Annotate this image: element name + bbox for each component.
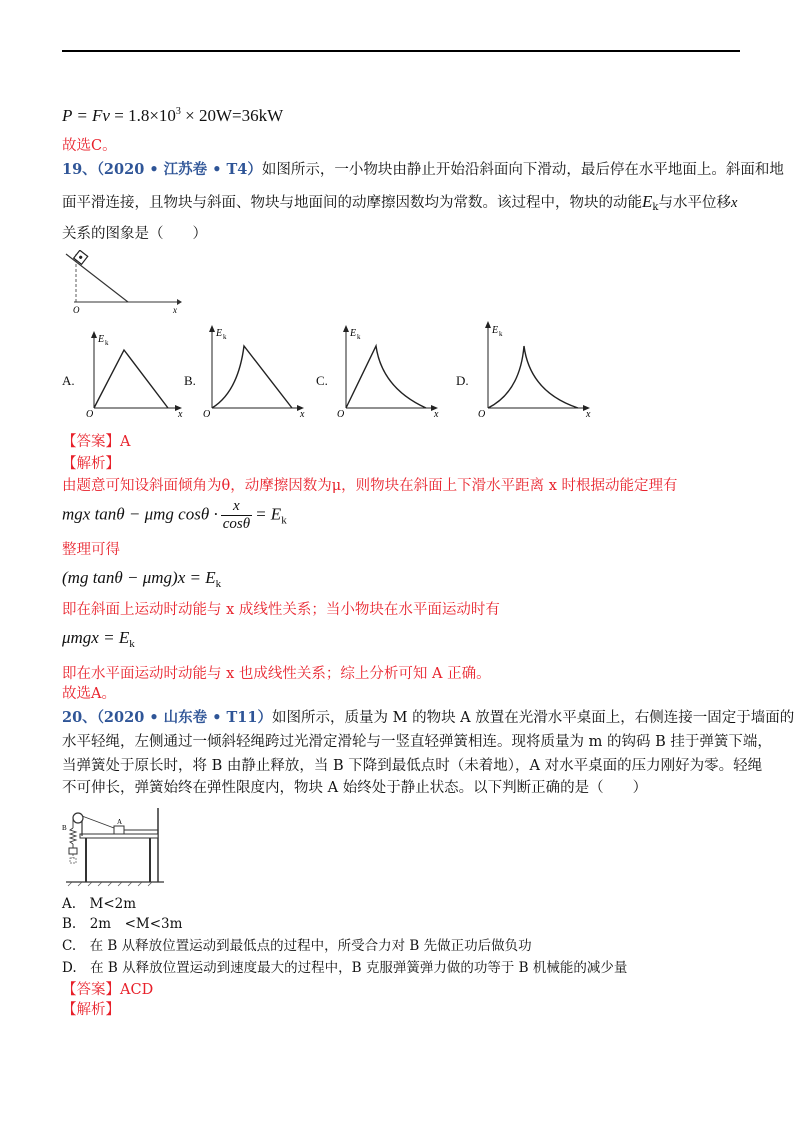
q19-choice: 故选A。 [62, 686, 116, 702]
q19-option-a-label: A. [62, 373, 75, 388]
curve-c [346, 346, 426, 408]
svg-text:B: B [62, 824, 67, 832]
svg-text:k: k [357, 333, 361, 341]
q19-equation-1: mgx tanθ − μmg cosθ · $\frac{x}{\cos\theta}$ = $E_k$ [62, 498, 287, 532]
q19-stem-line3: 关系的图象是（ ） [62, 226, 207, 242]
svg-text:x: x [586, 409, 591, 418]
block-a [114, 826, 124, 834]
x-axis-arrow [177, 299, 182, 305]
svg-text:A: A [117, 818, 123, 826]
svg-text:x: x [178, 409, 183, 418]
q20-analysis-heading: 【解析】 [62, 1002, 120, 1018]
q20-stem-line2: 水平轻绳，左侧通过一倾斜轻绳跨过光滑定滑轮与一竖直轻弹簧相连。现将质量为 m 的钩码 B 挂于弹簧下端， [62, 734, 772, 750]
curve-d [488, 346, 578, 408]
svg-text:x: x [300, 409, 305, 418]
q19-graph-c[interactable] [334, 324, 444, 418]
q20-option-b[interactable]: B. 2m <M<3m [62, 916, 183, 932]
q19-equation-3: $\mu mgx = E_k$ [62, 628, 135, 650]
hook-weight-b [69, 848, 77, 854]
lowest-position [70, 858, 76, 863]
q19-equation-2: (mg $\tan\theta - \mu mg)x = E_k$ [62, 568, 222, 590]
table-top [80, 834, 158, 838]
svg-text:E: E [216, 328, 223, 339]
curve-b [212, 346, 292, 408]
pulley [73, 813, 83, 823]
svg-text:O: O [337, 409, 345, 418]
svg-text:E: E [492, 325, 499, 336]
q19-arrange: 整理可得 [62, 542, 120, 558]
inclined-rope [82, 816, 114, 828]
q19-option-d-label: D. [456, 373, 469, 388]
q19-option-b-label: B. [184, 373, 196, 388]
svg-text:O: O [203, 409, 211, 418]
q20-option-d[interactable]: D. 在 B 从释放位置运动到速度最大的过程中，B 克服弹簧弹力做的功等于 B 机械能的减少量 [62, 960, 628, 976]
curve-a [94, 350, 168, 408]
header-rule [62, 50, 740, 52]
incline-x-label: x [173, 305, 177, 315]
q19-stem-line2: 面平滑连接，且物块与斜面、物块与地面间的动摩擦因数均为常数。该过程中，物块的动能$E_k$与水平位移x [62, 192, 738, 213]
pulley-table-figure [58, 800, 170, 888]
spring [70, 828, 76, 844]
q20-stem-line3: 当弹簧处于原长时，将 B 由静止释放，当 B 下降到最低点时（未着地），A 对水平桌面的压力刚好为零。轻绳 [62, 758, 763, 774]
svg-text:E: E [98, 334, 105, 345]
svg-text:k: k [499, 330, 503, 338]
q19-analysis-heading: 【解析】 [62, 456, 120, 472]
q20-option-a[interactable]: A. M<2m [62, 896, 137, 912]
q19-option-c-label: C. [316, 373, 328, 388]
svg-text:k: k [223, 333, 227, 341]
incline-origin-label: O [73, 305, 80, 315]
q20-stem-line1: 20、（2020 • 山东卷 • T11）如图所示，质量为 M 的物块 A 放置在光滑水平桌面上，右侧连接一固定于墙面的 [62, 709, 795, 726]
q19-graph-b[interactable] [200, 324, 310, 418]
svg-text:E: E [350, 328, 357, 339]
q20-stem-line4: 不可伸长，弹簧始终在弹性限度内，物块 A 始终处于静止状态。以下判断正确的是（ ） [62, 780, 648, 796]
q19-graph-a[interactable] [84, 330, 188, 418]
svg-text:x: x [434, 409, 439, 418]
incline-figure [60, 250, 190, 318]
q19-analysis-line1: 由题意可知设斜面倾角为θ，动摩擦因数为μ，则物块在斜面上下滑水平距离 x 时根据动能定理有 [62, 478, 678, 494]
q20-answer: 【答案】ACD [62, 982, 154, 998]
q19-answer: 【答案】A [62, 434, 131, 450]
svg-text:O: O [478, 409, 486, 418]
q19-stem-line1: 19、（2020 • 江苏卷 • T4）如图所示，一小物块由静止开始沿斜面向下滑动，最后停在水平地面上。斜面和地 [62, 161, 784, 178]
q19-analysis-line2: 即在斜面上运动时动能与 x 成线性关系；当小物块在水平面运动时有 [62, 602, 500, 618]
q19-graph-d[interactable] [474, 320, 598, 418]
q19-analysis-line3: 即在水平面运动时动能与 x 也成线性关系；综上分析可知 A 正确。 [62, 666, 491, 682]
q18-choice: 故选C。 [62, 138, 117, 154]
svg-text:O: O [86, 409, 94, 418]
q20-option-c[interactable]: C. 在 B 从释放位置运动到最低点的过程中，所受合力对 B 先做正功后做负功 [62, 938, 532, 954]
power-formula: $P = Fv = 1.8\times 10^3 \times 20W=36kW$ [62, 106, 284, 125]
svg-text:k: k [105, 339, 109, 347]
incline-surface [66, 254, 128, 302]
